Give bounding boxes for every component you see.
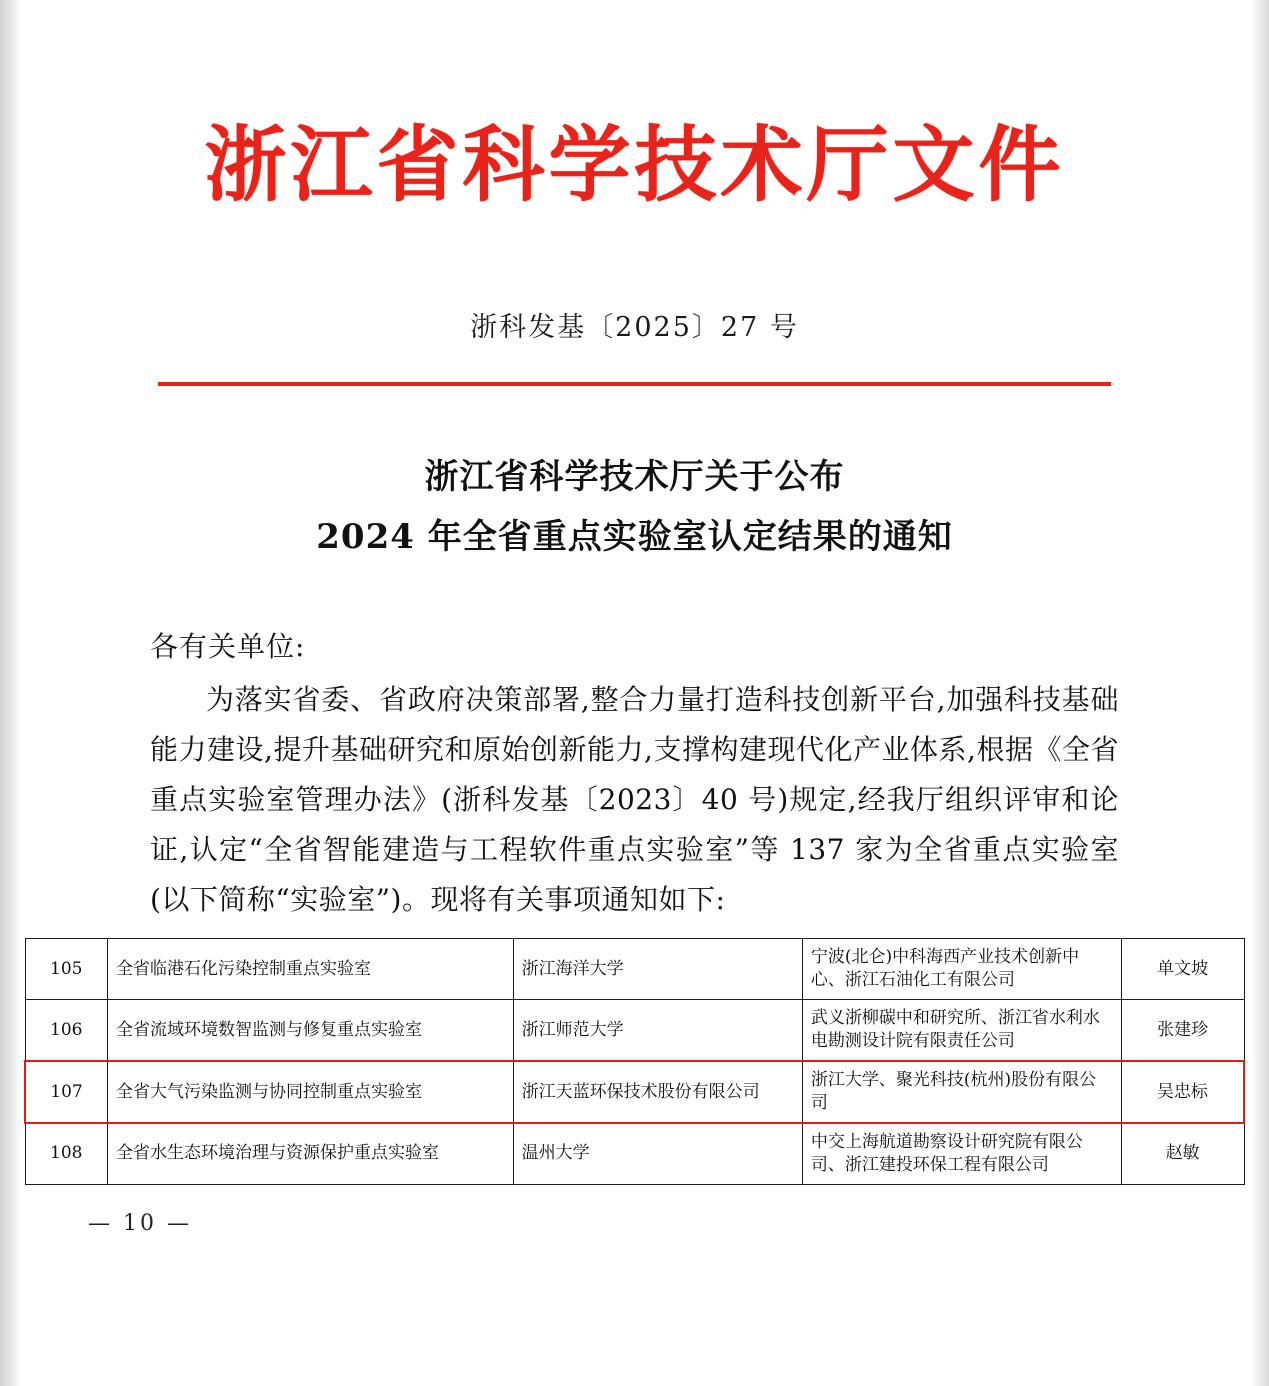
page-number-footer: — 10 —	[88, 1210, 192, 1236]
table-row	[25, 939, 1244, 1000]
red-divider-rule	[158, 382, 1111, 386]
cell-joint-unit: 武义浙柳碳中和研究所、浙江省水利水电勘测设计院有限责任公司	[802, 1000, 1121, 1061]
cell-person: 吴忠标	[1121, 1061, 1244, 1123]
table-row-highlighted	[25, 1061, 1244, 1123]
document-body	[0, 117, 1269, 924]
cell-no: 108	[25, 1123, 108, 1184]
cell-person: 赵敏	[1121, 1123, 1244, 1184]
cell-joint-unit: 浙江大学、聚光科技(杭州)股份有限公司	[802, 1061, 1121, 1123]
laboratory-table-body	[25, 939, 1244, 1185]
document-masthead: 浙江省科学技术厅文件	[204, 117, 1065, 213]
cell-person: 张建珍	[1121, 1000, 1244, 1061]
document-number: 浙科发基〔2025〕27 号	[470, 312, 799, 344]
cell-no: 105	[25, 939, 108, 1000]
cell-lab-name: 全省水生态环境治理与资源保护重点实验室	[108, 1123, 514, 1184]
cell-lab-name: 全省流域环境数智监测与修复重点实验室	[108, 1000, 514, 1061]
cell-joint-unit: 宁波(北仑)中科海西产业技术创新中心、浙江石油化工有限公司	[802, 939, 1121, 1000]
cell-host-unit: 浙江海洋大学	[513, 939, 802, 1000]
table-row	[25, 1123, 1244, 1184]
cell-lab-name: 全省临港石化污染控制重点实验室	[108, 939, 514, 1000]
laboratory-table-container	[24, 938, 1245, 1185]
cell-person: 单文坡	[1121, 939, 1244, 1000]
body-paragraph: 为落实省委、省政府决策部署,整合力量打造科技创新平台,加强科技基础能力建设,提升基础研究和原始创新能力,支撑构建现代化产业体系,根据《全省重点实验室管理办法》(浙科发基〔2023〕40 号)规定,经我厅组织评审和论证,认定“全省智能建造与工程软件重点实验室”等 137 家为全省重点实验室(以下简称“实验室”)。现将有关事项通知如下:	[150, 683, 1119, 916]
page-title	[150, 448, 1119, 567]
cell-no: 106	[25, 1000, 108, 1061]
cell-host-unit: 温州大学	[513, 1123, 802, 1184]
table-row	[25, 1000, 1244, 1061]
cell-no: 107	[25, 1061, 108, 1123]
cell-host-unit: 浙江天蓝环保技术股份有限公司	[513, 1061, 802, 1123]
cell-lab-name: 全省大气污染监测与协同控制重点实验室	[108, 1061, 514, 1123]
salutation: 各有关单位:	[150, 630, 306, 664]
laboratory-table	[24, 938, 1245, 1185]
page-title-line-1: 浙江省科学技术厅关于公布	[424, 457, 845, 498]
cell-joint-unit: 中交上海航道勘察设计研究院有限公司、浙江建投环保工程有限公司	[802, 1123, 1121, 1184]
cell-host-unit: 浙江师范大学	[513, 1000, 802, 1061]
page-title-line-2: 2024 年全省重点实验室认定结果的通知	[316, 516, 953, 557]
